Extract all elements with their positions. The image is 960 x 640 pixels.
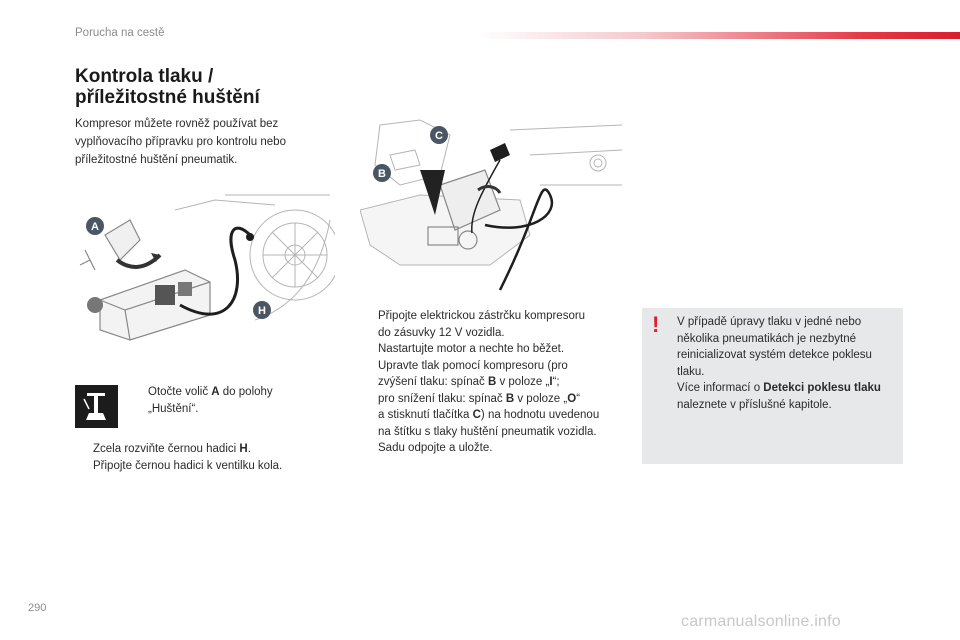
header-accent-bar — [478, 32, 960, 39]
step-unroll-hose: Zcela rozviňte černou hadici H. — [93, 443, 251, 455]
step-disconnect: Sadu odpojte a uložte. — [378, 442, 493, 454]
callout-a: A — [91, 221, 99, 233]
running-header: Porucha na cestě — [75, 27, 165, 39]
compressor-icon — [75, 385, 118, 428]
callout-b: B — [378, 168, 386, 180]
step-connect-hose: Připojte černou hadici k ventilku kola. — [93, 459, 283, 472]
step-start-engine: Nastartujte motor a nechte ho běžet. — [378, 343, 565, 355]
warning-text: V případě úpravy tlaku v jedné nebo několika pneumatikách je nezbytné reinicializovat systém detekce poklesu tlaku. Více informací o Detekci poklesu tlaku naleznete v příslušné kapitole. — [677, 316, 881, 411]
page-number: 290 — [28, 602, 47, 614]
callout-c: C — [435, 130, 443, 142]
compressor-hose-illustration — [75, 190, 335, 350]
title-line-2: příležitostné huštění — [75, 87, 260, 108]
step-dial-a: Otočte volič A do polohy „Huštění“. — [148, 386, 273, 415]
steps-compressor: Připojte elektrickou zástrčku kompresoru do zásuvky 12 V vozidla. Nastartujte motor a nechte ho běžet. Upravte tlak pomocí kompresoru (pro zvýšení tlaku: spínač B v poloze „I“; pro snížení tlaku: spínač B v poloze „O“ a stisknutí tlačítka C) na hodnotu uvedenou na štítku s tlaky huštění pneumatik vozidla. Sadu odpojte a uložte. — [360, 308, 630, 457]
warning-note — [642, 308, 903, 464]
callout-h: H — [258, 305, 266, 317]
watermark: carmanualsonline.info — [681, 613, 841, 630]
intro-paragraph: Kompresor můžete rovněž používat bez vyplňovacího přípravku pro kontrolu nebo příležitostné huštění pneumatik. — [75, 118, 286, 166]
step-plug-in: Připojte elektrickou zástrčku kompresoru — [378, 310, 586, 322]
step-adjust-pressure: Upravte tlak pomocí kompresoru (pro — [378, 359, 568, 372]
page-title — [75, 66, 335, 108]
warning-icon: ! — [652, 312, 660, 337]
steps-hose — [75, 441, 335, 474]
title-line-1: Kontrola tlaku / — [75, 66, 214, 87]
socket-switch-illustration — [360, 115, 622, 295]
